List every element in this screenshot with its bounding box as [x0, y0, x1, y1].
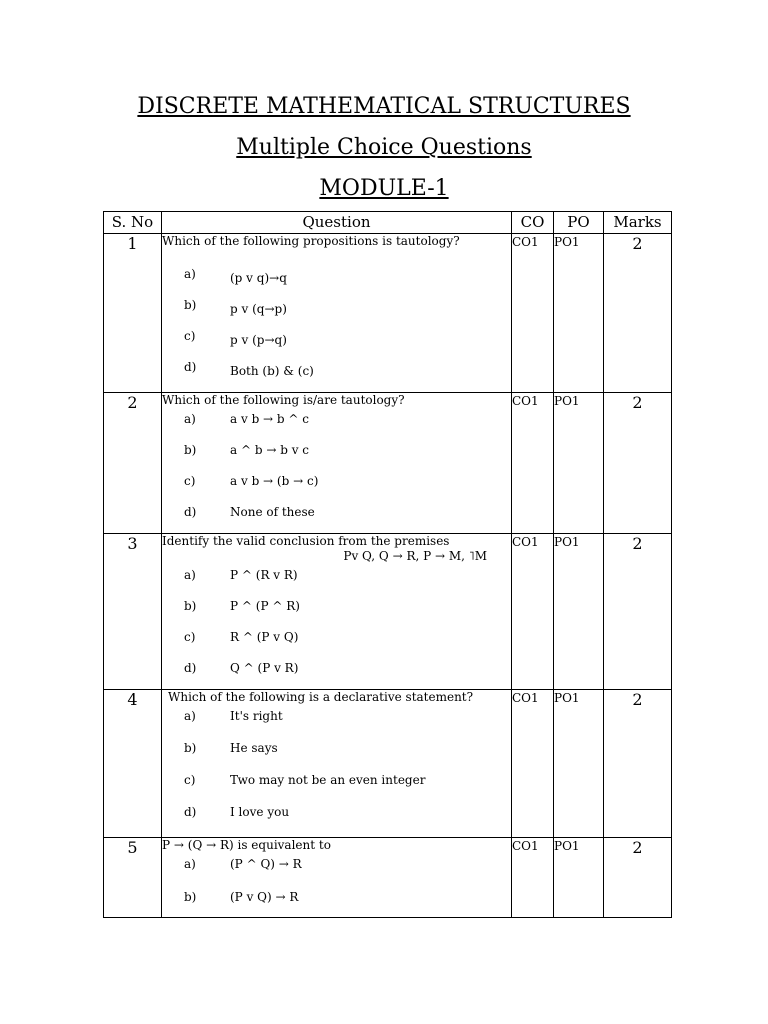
option [162, 630, 511, 661]
option [162, 661, 511, 685]
table-header-row [104, 212, 672, 234]
question-cell [162, 838, 512, 918]
header-co: CO [512, 212, 554, 234]
option [162, 329, 511, 360]
table-row [104, 534, 672, 690]
po-value: PO1 [554, 234, 604, 393]
marks-value: 2 [604, 690, 672, 838]
option-label: a) [184, 568, 196, 582]
option-label: b) [184, 890, 197, 904]
serial-number: 2 [104, 393, 162, 534]
option-label: c) [184, 773, 196, 787]
title-block [0, 86, 768, 209]
question-text: Which of the following is a declarative statement? [168, 690, 474, 704]
header-sno: S. No [104, 212, 162, 234]
module-title: MODULE-1 [319, 176, 449, 201]
option [162, 298, 511, 329]
option-label: b) [184, 443, 197, 457]
co-value: CO1 [512, 690, 554, 838]
co-value: CO1 [512, 838, 554, 918]
option-text: None of these [230, 505, 315, 519]
option-text: Q ^ (P v R) [230, 661, 299, 675]
serial-number: 3 [104, 534, 162, 690]
header-po: PO [554, 212, 604, 234]
option-text: p v (p→q) [230, 333, 287, 347]
option-text: p v (q→p) [230, 302, 287, 316]
option-text: (P v Q) → R [230, 890, 299, 904]
question-cell [162, 690, 512, 838]
marks-value: 2 [604, 234, 672, 393]
marks-value: 2 [604, 534, 672, 690]
table-row [104, 838, 672, 918]
option-text: a ^ b → b v c [230, 443, 310, 457]
option-text: I love you [230, 805, 290, 819]
option-label: c) [184, 630, 196, 644]
header-marks: Marks [604, 212, 672, 234]
option [162, 267, 511, 298]
option-text: a v b → (b → c) [230, 474, 319, 488]
question-text: Which of the following propositions is tautology? [162, 234, 460, 248]
serial-number: 5 [104, 838, 162, 918]
option-label: a) [184, 857, 196, 871]
po-value: PO1 [554, 393, 604, 534]
option-label: a) [184, 412, 196, 426]
question-text: Which of the following is/are tautology? [162, 393, 405, 407]
marks-value: 2 [604, 393, 672, 534]
serial-number: 4 [104, 690, 162, 838]
question-cell [162, 534, 512, 690]
option [162, 857, 511, 890]
table-row [104, 690, 672, 838]
subject-title: DISCRETE MATHEMATICAL STRUCTURES [137, 94, 631, 119]
option-label: a) [184, 709, 196, 723]
document-type-title: Multiple Choice Questions [236, 135, 532, 160]
option-text: P ^ (P ^ R) [230, 599, 300, 613]
co-value: CO1 [512, 393, 554, 534]
po-value: PO1 [554, 690, 604, 838]
po-value: PO1 [554, 534, 604, 690]
serial-number: 1 [104, 234, 162, 393]
option [162, 805, 511, 829]
option-text: P ^ (R v R) [230, 568, 298, 582]
option-text: It's right [230, 709, 283, 723]
option-label: c) [184, 474, 196, 488]
option-label: b) [184, 741, 197, 755]
table-row [104, 393, 672, 534]
option-label: d) [184, 805, 197, 819]
option-text: (p v q)→q [230, 271, 287, 285]
option-text: a v b → b ^ c [230, 412, 310, 426]
question-text: P → (Q → R) is equivalent to [162, 838, 331, 852]
option-text: (P ^ Q) → R [230, 857, 302, 871]
po-value: PO1 [554, 838, 604, 918]
option-label: c) [184, 329, 196, 343]
co-value: CO1 [512, 534, 554, 690]
option-label: d) [184, 505, 197, 519]
option-text: R ^ (P v Q) [230, 630, 299, 644]
co-value: CO1 [512, 234, 554, 393]
question-cell [162, 234, 512, 393]
option-label: a) [184, 267, 196, 281]
header-question: Question [162, 212, 512, 234]
option [162, 599, 511, 630]
option-text: Two may not be an even integer [230, 773, 426, 787]
option [162, 773, 511, 805]
option [162, 443, 511, 474]
question-text: Identify the valid conclusion from the premises [162, 534, 450, 548]
question-table [103, 211, 672, 918]
option [162, 412, 511, 443]
table-row [104, 234, 672, 393]
option [162, 890, 511, 910]
option [162, 505, 511, 529]
option-label: d) [184, 360, 197, 374]
question-cell [162, 393, 512, 534]
option-text: He says [230, 741, 278, 755]
option-label: b) [184, 599, 197, 613]
option [162, 741, 511, 773]
option [162, 568, 511, 599]
option [162, 474, 511, 505]
premises-text: Pv Q, Q → R, P → M, ˥M [343, 549, 487, 563]
option-label: b) [184, 298, 197, 312]
option-label: d) [184, 661, 197, 675]
option [162, 360, 511, 391]
marks-value: 2 [604, 838, 672, 918]
option [162, 709, 511, 741]
option-text: Both (b) & (c) [230, 364, 314, 378]
